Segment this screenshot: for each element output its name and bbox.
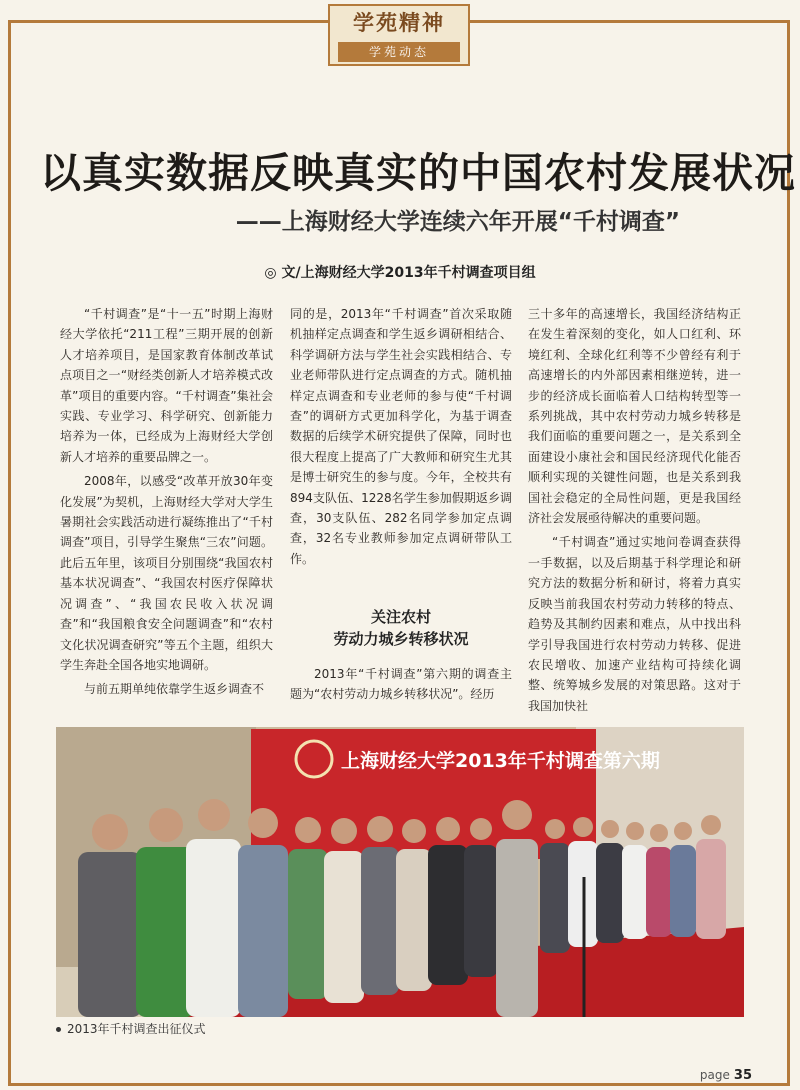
article-byline: ◎ 文/上海财经大学2013年千村调查项目组: [264, 265, 536, 281]
page-number-value: 35: [733, 1068, 752, 1083]
section-tab: [328, 4, 470, 66]
ceremony-photo: [56, 727, 744, 1017]
paragraph: 同的是，2013年“千村调查”首次采取随机抽样定点调查和学生返乡调研相结合、科学调研方法与学生社会实践相结合、专业老师带队进行定点调查的方式。随机抽样定点调查和专业老师的参与使“千村调查”的调研方式更加科学化，为基于调查数据的后续学术研究提供了保障，同时也很大程度上提高了广大教师和研究生尤其是博士研究生的参与度。今年，全校共有894支队伍、1228名学生参加假期返乡调查，30支队伍、282名同学参加定点调查，32名专业教师参加定点调研带队工作。: [290, 307, 512, 566]
paragraph: “千村调查”是“十一五”时期上海财经大学依托“211工程”三期开展的创新人才培养项目，是国家教育体制改革试点项目之一“财经类创新人才培养模式改革”项目的重要内容。“千村调查”集社会实践、专业学习、科学研究、创新能力培养为一体，已经成为上海财经大学创新人才培养的重要品牌之一。: [60, 307, 273, 464]
article-subheadline: ——上海财经大学连续六年开展“千村调查”: [235, 209, 680, 235]
section-title: 学苑精神: [353, 10, 445, 35]
photo-illustration: [56, 727, 744, 1017]
caption-text: 2013年千村调查出征仪式: [67, 1022, 206, 1036]
subhead-line-2: 劳动力城乡转移状况: [333, 630, 469, 648]
text-column-1: [60, 304, 273, 720]
page-number: [700, 1068, 752, 1083]
banner-text: 上海财经大学2013年千村调查第六期: [341, 750, 660, 772]
subhead-line-1: 关注农村: [370, 608, 431, 626]
bullet-icon: [56, 1027, 61, 1032]
article-headline: 以真实数据反映真实的中国农村发展状况: [40, 149, 796, 197]
text-column-2: [290, 304, 512, 724]
section-subtitle: 学苑动态: [338, 42, 460, 62]
text-column-3: [528, 304, 741, 720]
paragraph: 与前五期单纯依靠学生返乡调查不: [84, 682, 265, 697]
paragraph: 2013年“千村调查”第六期的调查主题为“农村劳动力城乡转移状况”。经历: [290, 667, 512, 702]
paragraph: “千村调查”通过实地问卷调查获得一手数据，以及后期基于科学理论和研究方法的数据分析和研讨，将着力真实反映当前我国农村劳动力转移的特点、趋势及其制约因素和难点，从中找出科学引导我国进行农村劳动力转移、促进农民增收、加速产业结构可持续化调整、统筹城乡发展的对策思路。这对于我国加快社: [528, 535, 741, 713]
paragraph: 2008年，以感受“改革开放30年变化发展”为契机，上海财经大学对大学生暑期社会实践活动进行凝练推出了“千村调查”项目，引导学生聚焦“三农”问题。此后五年里，该项目分别围绕“我国农村基本状况调查”、“我国农村医疗保障状况调查”、“我国农民收入状况调查”和“我国粮食安全问题调查”和“农村文化状况调查研究”等五个主题，组织大学生奔赴全国各地实地调研。: [60, 474, 273, 672]
paragraph: 三十多年的高速增长，我国经济结构正在发生着深刻的变化，如人口红利、环境红利、全球化红利等不少曾经有利于高速增长的内外部因素相继逆转，进一步的经济成长面临着人口结构转型等一系列挑战，其中农村劳动力城乡转移是我们面临的重要问题之一，是关系到全面建设小康社会和国民经济现代化能否顺利实现的关键性问题，也是关系到我国社会稳定的全局性问题，更是我国经济社会发展亟待解决的重要问题。: [528, 307, 741, 526]
section-subhead: [290, 606, 512, 650]
photo-caption: [56, 1020, 206, 1037]
page-label: page: [699, 1068, 730, 1082]
